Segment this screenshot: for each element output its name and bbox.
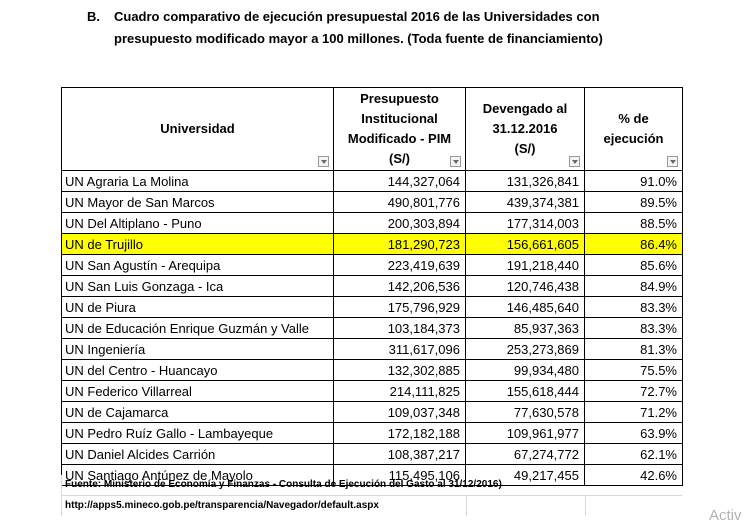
- university-name: UN Federico Villarreal: [62, 381, 334, 402]
- table-row: [62, 297, 683, 318]
- execution-percent: 72.7%: [585, 381, 683, 402]
- table-notes: [61, 475, 682, 516]
- university-name: UN de Trujillo: [62, 234, 334, 255]
- header-devengado-line-1: Devengado al: [482, 101, 568, 116]
- pim-value: 172,182,188: [334, 423, 466, 444]
- devengado-value: 67,274,772: [466, 444, 585, 465]
- table-row: [62, 381, 683, 402]
- devengado-value: 120,746,438: [466, 276, 585, 297]
- devengado-value: 439,374,381: [466, 192, 585, 213]
- devengado-value: 253,273,869: [466, 339, 585, 360]
- university-name: UN Pedro Ruíz Gallo - Lambayeque: [62, 423, 334, 444]
- filter-dropdown-icon[interactable]: [450, 156, 461, 167]
- table-row: [62, 339, 683, 360]
- header-devengado-line-2: 31.12.2016: [492, 121, 558, 136]
- header-pim-line-1: Presupuesto: [360, 91, 439, 106]
- devengado-value: 191,218,440: [466, 255, 585, 276]
- budget-comparison-table: [61, 87, 683, 486]
- header-devengado-line-3: (S/): [514, 141, 536, 156]
- execution-percent: 83.3%: [585, 297, 683, 318]
- university-name: UN San Agustín - Arequipa: [62, 255, 334, 276]
- table-row: [62, 423, 683, 444]
- university-name: UN de Piura: [62, 297, 334, 318]
- execution-percent: 86.4%: [585, 234, 683, 255]
- execution-percent: 83.3%: [585, 318, 683, 339]
- pim-value: 175,796,929: [334, 297, 466, 318]
- devengado-value: 177,314,003: [466, 213, 585, 234]
- pim-value: 108,387,217: [334, 444, 466, 465]
- header-pim-line-2: Institucional: [361, 111, 438, 126]
- execution-percent: 91.0%: [585, 171, 683, 192]
- devengado-value: 156,661,605: [466, 234, 585, 255]
- source-url: http://apps5.mineco.gob.pe/transparencia/Navegador/default.aspx: [61, 496, 682, 516]
- devengado-value: 131,326,841: [466, 171, 585, 192]
- table-row: [62, 192, 683, 213]
- execution-percent: 85.6%: [585, 255, 683, 276]
- pim-value: 144,327,064: [334, 171, 466, 192]
- pim-value: 109,037,348: [334, 402, 466, 423]
- activation-watermark: Activ: [709, 507, 742, 524]
- header-pim-line-3: Modificado - PIM: [347, 131, 452, 146]
- devengado-value: 155,618,444: [466, 381, 585, 402]
- section-letter: B.: [87, 9, 100, 24]
- table-row: [62, 360, 683, 381]
- university-name: UN Ingeniería: [62, 339, 334, 360]
- heading-line-1: Cuadro comparativo de ejecución presupuestal 2016 de las Universidades con: [114, 9, 600, 24]
- devengado-value: 77,630,578: [466, 402, 585, 423]
- heading-line-2: presupuesto modificado mayor a 100 millones. (Toda fuente de financiamiento): [114, 31, 603, 46]
- university-name: UN Mayor de San Marcos: [62, 192, 334, 213]
- header-execution: [585, 88, 683, 171]
- pim-value: 103,184,373: [334, 318, 466, 339]
- filter-dropdown-icon[interactable]: [569, 156, 580, 167]
- filter-dropdown-icon[interactable]: [667, 156, 678, 167]
- header-execution-line-1: % de: [618, 111, 649, 126]
- pim-value: 214,111,825: [334, 381, 466, 402]
- table-row: [62, 171, 683, 192]
- devengado-value: 109,961,977: [466, 423, 585, 444]
- header-pim: [334, 88, 466, 171]
- execution-percent: 71.2%: [585, 402, 683, 423]
- university-name: UN de Cajamarca: [62, 402, 334, 423]
- pim-value: 115,495,106: [334, 465, 466, 486]
- pim-value: 200,303,894: [334, 213, 466, 234]
- pim-value: 132,302,885: [334, 360, 466, 381]
- university-name: UN de Educación Enrique Guzmán y Valle: [62, 318, 334, 339]
- execution-percent: 84.9%: [585, 276, 683, 297]
- execution-percent: 42.6%: [585, 465, 683, 486]
- header-university-label: Universidad: [160, 121, 235, 136]
- execution-percent: 89.5%: [585, 192, 683, 213]
- execution-percent: 81.3%: [585, 339, 683, 360]
- header-university: [62, 88, 334, 171]
- table-row: [62, 255, 683, 276]
- pim-value: 142,206,536: [334, 276, 466, 297]
- execution-percent: 62.1%: [585, 444, 683, 465]
- header-execution-line-2: ejecución: [603, 131, 664, 146]
- university-name: UN Daniel Alcides Carrión: [62, 444, 334, 465]
- university-name: UN Del Altiplano - Puno: [62, 213, 334, 234]
- execution-percent: 75.5%: [585, 360, 683, 381]
- devengado-value: 49,217,455: [466, 465, 585, 486]
- devengado-value: 85,937,363: [466, 318, 585, 339]
- university-name: UN del Centro - Huancayo: [62, 360, 334, 381]
- table-row: [62, 402, 683, 423]
- execution-percent: 88.5%: [585, 213, 683, 234]
- filter-dropdown-icon[interactable]: [318, 156, 329, 167]
- pim-value: 490,801,776: [334, 192, 466, 213]
- university-name: UN Santiago Antúnez de Mayolo: [62, 465, 334, 486]
- table-header-row: [62, 88, 683, 171]
- devengado-value: 146,485,640: [466, 297, 585, 318]
- execution-percent: 63.9%: [585, 423, 683, 444]
- table-row-highlighted: [62, 234, 683, 255]
- table-row: [62, 276, 683, 297]
- header-devengado: [466, 88, 585, 171]
- table-row: [62, 213, 683, 234]
- header-pim-line-4: (S/): [389, 151, 410, 166]
- table-row: [62, 444, 683, 465]
- university-name: UN Agraria La Molina: [62, 171, 334, 192]
- pim-value: 311,617,096: [334, 339, 466, 360]
- source-note: Fuente: Ministerio de Economía y Finanzas - Consulta de Ejecución del Gasto al 31/12/2016): [61, 475, 682, 496]
- university-name: UN San Luis Gonzaga - Ica: [62, 276, 334, 297]
- pim-value: 223,419,639: [334, 255, 466, 276]
- table-row: [62, 318, 683, 339]
- pim-value: 181,290,723: [334, 234, 466, 255]
- devengado-value: 99,934,480: [466, 360, 585, 381]
